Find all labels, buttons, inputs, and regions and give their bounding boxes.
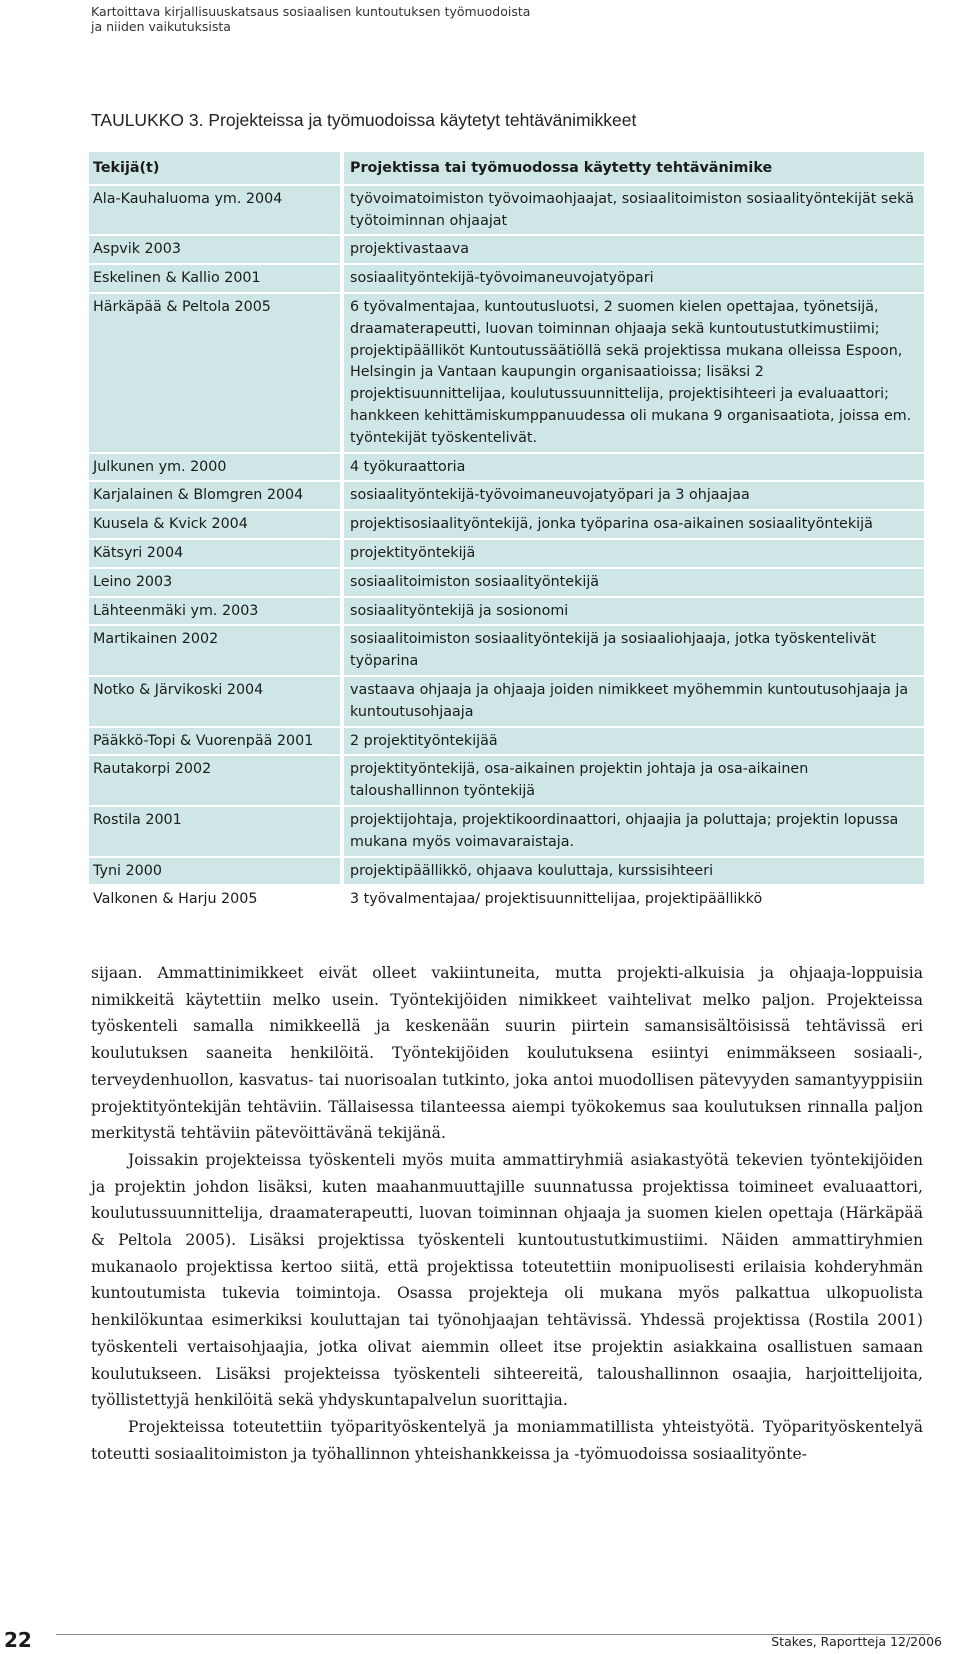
table-row (89, 625, 924, 676)
title-cell: projektivastaava (342, 235, 924, 264)
title-cell: 3 työvalmentajaa/ projektisuunnittelijaa, projektipäällikkö (350, 891, 763, 908)
table-header-row (89, 152, 924, 185)
title-cell: 4 työkuraattoria (342, 453, 924, 482)
title-cell: projektityöntekijä, osa-aikainen projektin johtaja ja osa-aikainen taloushallinnon työntekijä (342, 755, 924, 806)
table-row (89, 806, 924, 857)
author-cell: Eskelinen & Kallio 2001 (89, 264, 342, 293)
paragraph: Projekteissa toteutettiin työparityöskentelyä ja moniammatillista yhteistyötä. Työparityöskentelyä toteutti sosiaalitoimiston ja työhallinnon yhteishankkeissa ja -työmuodoissa sosiaalityönte- (91, 1417, 923, 1463)
author-cell: Aspvik 2003 (89, 235, 342, 264)
table-row (89, 857, 924, 886)
author-cell: Notko & Järvikoski 2004 (89, 676, 342, 727)
title-cell: projektityöntekijä (342, 539, 924, 568)
table-row (89, 510, 924, 539)
author-cell: Lähteenmäki ym. 2003 (89, 597, 342, 626)
author-cell: Ala-Kauhaluoma ym. 2004 (89, 185, 342, 236)
title-cell: vastaava ohjaaja ja ohjaaja joiden nimikkeet myöhemmin kuntoutusohjaaja ja kuntoutusohjaaja (342, 676, 924, 727)
title-cell: sosiaalityöntekijä ja sosionomi (342, 597, 924, 626)
title-cell: 2 projektityöntekijää (342, 727, 924, 756)
author-cell: Karjalainen & Blomgren 2004 (89, 481, 342, 510)
table-row (89, 481, 924, 510)
table-row (89, 568, 924, 597)
table-row (89, 597, 924, 626)
table-row (89, 453, 924, 482)
table-row (89, 755, 924, 806)
table-row (89, 185, 924, 236)
body-text (91, 960, 923, 1467)
title-cell: projektisosiaalityöntekijä, jonka työparina osa-aikainen sosiaalityöntekijä (342, 510, 924, 539)
title-cell: sosiaalityöntekijä-työvoimaneuvojatyöpari ja 3 ohjaajaa (342, 481, 924, 510)
table-row (89, 293, 924, 453)
table-row (89, 727, 924, 756)
paragraph: Joissakin projekteissa työskenteli myös muita ammattiryhmiä asiakastyötä tekevien työntekijöiden ja projektin johdon lisäksi, kuten maahanmuuttajille suunnatussa projektissa toimineet evaluaattori, koulutussuunnittelija, draamaterapeutti, luovan toiminnan ohjaaja ja suomen kielen opettaja (Härkäpää & Peltola 2005). Lisäksi projektissa työskenteli kuntoutustutkimustiimi. Näiden ammattiryhmien mukanaolo projektissa kertoo siitä, että projektissa toteutettiin monipuolisesti erilaisia kohderyhmän kuntoutumista tukevia toimintoja. Osassa projekteja oli mukana myös palkattua ulkopuolista henkilökuntaa esimerkiksi kouluttajan tai työnohjaajan tehtävissä. Yhdessä projektissa (Rostila 2001) työskenteli vertaisohjaajia, jotka olivat aiemmin olleet itse projektin asiakkaina osallistuen samaan koulutukseen. Lisäksi projekteissa työskenteli sihteereitä, taloushallinnon osaajia, harjoittelijoita, työllistettyjä henkilöitä sekä yhdyskuntapalvelun suorittajia. (91, 1150, 923, 1410)
author-cell: Härkäpää & Peltola 2005 (89, 293, 342, 453)
author-cell: Tyni 2000 (89, 857, 342, 886)
title-cell: sosiaalitoimiston sosiaalityöntekijä ja sosiaaliohjaaja, jotka työskentelivät työparina (342, 625, 924, 676)
job-title-table (89, 152, 924, 908)
author-cell: Martikainen 2002 (89, 625, 342, 676)
table-row (89, 264, 924, 293)
author-cell: Rautakorpi 2002 (89, 755, 342, 806)
running-header-line2: ja niiden vaikutuksista (91, 19, 231, 34)
table-row (89, 885, 924, 913)
table-caption: TAULUKKO 3. Projekteissa ja työmuodoissa käytetyt tehtävänimikkeet (91, 110, 637, 130)
paragraph: sijaan. Ammattinimikkeet eivät olleet vakiintuneita, mutta projekti-alkuisia ja ohjaaja-loppuisia nimikkeitä käytettiin melko usein. Työntekijöiden nimikkeet vaihtelivat melko paljon. Projekteissa työskenteli samalla nimikkeellä ja keskenään suurin piirtein samansisältöisissä tehtävissä eri koulutuksen saaneita henkilöitä. Työntekijöiden koulutuksena esiintyi enimmäkseen sosiaali-, terveydenhuollon, kasvatus- tai nuorisoalan tutkinto, joka antoi muodollisen pätevyyden samantyyppisiin projektityöntekijän tehtäviin. Tällaisessa tilanteessa aiempi työkokemus saa koulutuksen rinnalla paljon merkitystä tehtäviin pätevöittävänä tekijänä. (91, 964, 923, 1143)
title-cell: projektipäällikkö, ohjaava kouluttaja, kurssisihteeri (342, 857, 924, 886)
author-cell: Leino 2003 (89, 568, 342, 597)
author-cell: Valkonen & Harju 2005 (89, 885, 342, 913)
job-title-table-grid (89, 152, 924, 913)
author-cell: Julkunen ym. 2000 (89, 453, 342, 482)
author-cell: Kuusela & Kvick 2004 (89, 510, 342, 539)
title-cell: 6 työvalmentajaa, kuntoutusluotsi, 2 suomen kielen opettajaa, työnetsijä, draamaterapeutti, luovan toiminnan ohjaaja sekä kuntoutustutkimustiimi; projektipäälliköt Kuntoutussäätiöllä sekä projektissa mukana olleissa Espoon, Helsingin ja Vantaan kaupungin organisaatioissa; lisäksi 2 projektisuunnittelijaa, koulutussuunnittelija, projektisihteeri ja evaluaattori; hankkeen kehittämiskumppanuudessa oli mukana 9 organisaatiota, joissa em. työntekijät työskentelivät. (342, 293, 924, 453)
column-header-author: Tekijä(t) (89, 152, 342, 185)
running-header (91, 4, 691, 34)
author-cell: Kätsyri 2004 (89, 539, 342, 568)
title-cell: projektijohtaja, projektikoordinaattori, ohjaajia ja poluttaja; projektin lopussa mukana myös voimavaraistaja. (342, 806, 924, 857)
author-cell: Pääkkö-Topi & Vuorenpää 2001 (89, 727, 342, 756)
column-header-title: Projektissa tai työmuodossa käytetty tehtävänimike (342, 152, 924, 185)
page-number: 22 (4, 1628, 32, 1652)
table-row (89, 235, 924, 264)
footer-source: Stakes, Raportteja 12/2006 (771, 1634, 942, 1649)
table-row (89, 676, 924, 727)
running-header-line1: Kartoittava kirjallisuuskatsaus sosiaalisen kuntoutuksen työmuodoista (91, 4, 531, 19)
author-cell: Rostila 2001 (89, 806, 342, 857)
title-cell: sosiaalitoimiston sosiaalityöntekijä (342, 568, 924, 597)
title-cell: sosiaalityöntekijä-työvoimaneuvojatyöpari (342, 264, 924, 293)
title-cell: työvoimatoimiston työvoimaohjaajat, sosiaalitoimiston sosiaalityöntekijät sekä työtoiminnan ohjaajat (342, 185, 924, 236)
table-row (89, 539, 924, 568)
